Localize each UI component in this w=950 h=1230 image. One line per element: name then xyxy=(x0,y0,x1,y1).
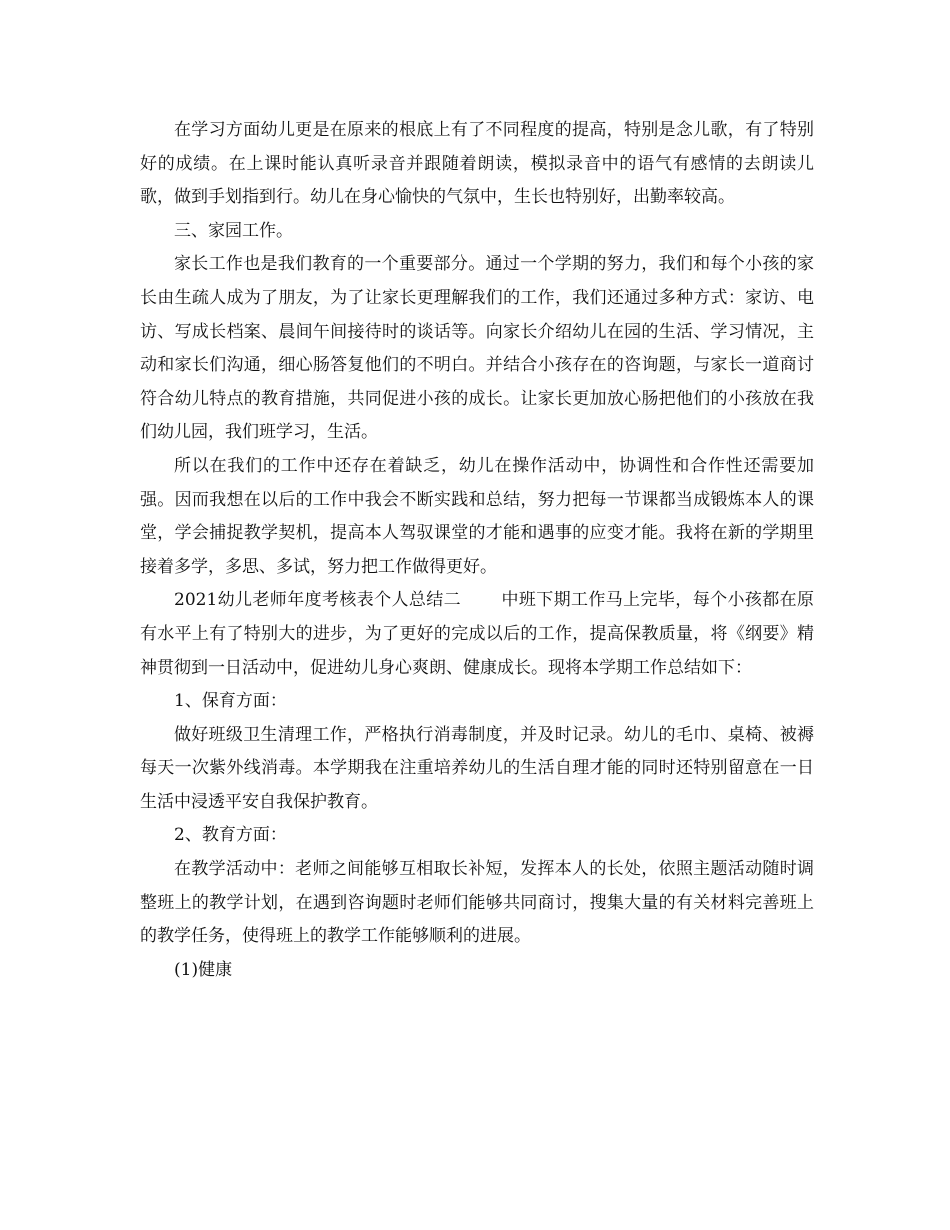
heading-health: (1)健康 xyxy=(174,959,233,980)
paragraph-teaching: 在教学活动中：老师之间能够互相取长补短，发挥本人的长处，依照主题活动随时调整班上的教学计划，在遇到咨询题时老师们能够共同商讨，搜集大量的有关材料完善班上的教学任务，使得班上的教学工作能够顺利的进展。 xyxy=(140,859,814,947)
paragraph-childcare: 做好班级卫生清理工作，严格执行消毒制度，并及时记录。幼儿的毛巾、桌椅、被褥每天一次紫外线消毒。本学期我在注重培养幼儿的生活自理才能的同时还特别留意在一日生活中浸透平安自我保护教育。 xyxy=(140,724,814,812)
section-intro: 中班下期工作马上完毕，每个小孩都在原有水平上有了特别大的进步，为了更好的完成以后的工作，提高保教质量，将《纲要》精神贯彻到一日活动中，促进幼儿身心爽朗、健康成长。现将本学期工作总结如下： xyxy=(140,590,815,678)
document-body xyxy=(140,114,814,987)
paragraph-learning: 在学习方面幼儿更是在原来的根底上有了不同程度的提高，特别是念儿歌，有了特别好的成绩。在上课时能认真听录音并跟随着朗读，模拟录音中的语气有感情的去朗读儿歌，做到手划指到行。幼儿在身心愉快的气氛中，生长也特别好，出勤率较高。 xyxy=(140,120,814,208)
paragraph-shortcomings: 所以在我们的工作中还存在着缺乏，幼儿在操作活动中，协调性和合作性还需要加强。因而我想在以后的工作中我会不断实践和总结，努力把每一节课都当成锻炼本人的课堂，学会捕捉教学契机，提高本人驾驭课堂的才能和遇事的应变才能。我将在新的学期里接着多学，多思、多试，努力把工作做得更好。 xyxy=(140,455,814,577)
heading-education: 2、教育方面： xyxy=(174,825,287,846)
paragraph-section-two xyxy=(140,584,814,685)
heading-home-school-work: 三、家园工作。 xyxy=(174,220,293,241)
paragraph-parent-work: 家长工作也是我们教育的一个重要部分。通过一个学期的努力，我们和每个小孩的家长由生疏人成为了朋友，为了让家长更理解我们的工作，我们还通过多种方式：家访、电访、写成长档案、晨间午间接待时的谈话等。向家长介绍幼儿在园的生活、学习情况，主动和家长们沟通，细心肠答复他们的不明白。并结合小孩存在的咨询题，与家长一道商讨符合幼儿特点的教育措施，共同促进小孩的成长。让家长更加放心肠把他们的小孩放在我们幼儿园，我们班学习，生活。 xyxy=(140,254,814,443)
heading-childcare: 1、保育方面： xyxy=(174,691,287,712)
section-title: 2021幼儿老师年度考核表个人总结二 xyxy=(174,590,462,611)
